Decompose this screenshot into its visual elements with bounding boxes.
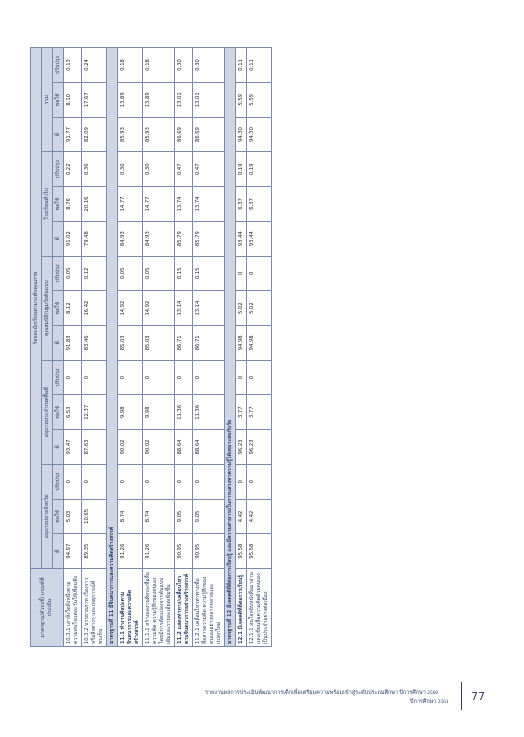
value-cell: 94.30 <box>236 117 247 152</box>
value-cell: 85.93 <box>143 117 175 152</box>
group-header: โรงเรียนทั่วไป <box>42 152 53 256</box>
row-label: 10.3.2 บรรยายภาพ เรื่องราว หรือสิ่งต่างๆ และเหตุการณ์ที่พบเห็น <box>82 569 107 647</box>
value-cell: 0 <box>143 360 175 395</box>
value-cell: 84.93 <box>118 221 143 256</box>
sub-header: ปรับปรุง <box>53 48 64 83</box>
value-cell: 84.93 <box>143 221 175 256</box>
value-cell: 8.10 <box>64 82 82 117</box>
value-cell: 8.74 <box>118 499 143 534</box>
group-header: อนุบาลปลายจังหวัด <box>42 464 53 568</box>
value-cell: 4.42 <box>236 499 247 534</box>
value-cell: 88.64 <box>175 430 193 465</box>
table-row <box>118 48 143 647</box>
value-cell: 94.98 <box>236 325 247 360</box>
value-cell: 20.16 <box>82 187 107 222</box>
value-cell: 9.98 <box>118 395 143 430</box>
value-cell: 13.74 <box>175 187 193 222</box>
value-cell: 11.36 <box>175 395 193 430</box>
value-cell: 90.95 <box>175 534 193 569</box>
value-cell: 6.37 <box>247 187 272 222</box>
page-number: 77 <box>471 690 485 703</box>
value-cell: 0.15 <box>175 256 193 291</box>
value-cell: 9.05 <box>175 499 193 534</box>
group-header: รวม <box>42 48 53 152</box>
value-cell: 0 <box>236 464 247 499</box>
table-row <box>225 48 236 647</box>
value-cell: 5.02 <box>247 291 272 326</box>
sub-header: ปรับปรุง <box>53 360 64 395</box>
group-header: คุณสมบัติ/ปฐมวัยต้นแบบ <box>42 256 53 360</box>
value-cell: 86.71 <box>175 325 193 360</box>
value-cell: 0 <box>175 360 193 395</box>
value-cell: 90.95 <box>193 534 225 569</box>
table-row <box>193 48 225 647</box>
value-cell: 93.44 <box>236 221 247 256</box>
value-cell: 0 <box>143 464 175 499</box>
table-row <box>82 48 107 647</box>
group-header: อนุบาลประจำเขตพื้นที่ <box>42 360 53 464</box>
value-cell: 14.77 <box>118 187 143 222</box>
table-row <box>107 48 118 647</box>
value-cell: 96.23 <box>236 430 247 465</box>
value-cell: 0.22 <box>64 152 82 187</box>
value-cell: 13.89 <box>143 82 175 117</box>
value-cell: 85.79 <box>193 221 225 256</box>
value-cell: 91.77 <box>64 117 82 152</box>
value-cell: 85.79 <box>175 221 193 256</box>
value-cell: 79.48 <box>82 221 107 256</box>
value-cell: 0.15 <box>193 256 225 291</box>
value-cell: 91.02 <box>64 221 82 256</box>
value-cell: 6.37 <box>236 187 247 222</box>
value-cell: 0 <box>193 464 225 499</box>
value-cell: 90.02 <box>143 430 175 465</box>
table-row <box>236 48 247 647</box>
value-cell: 91.26 <box>143 534 175 569</box>
value-cell: 0 <box>82 360 107 395</box>
value-cell: 88.64 <box>193 430 225 465</box>
value-cell: 94.30 <box>247 117 272 152</box>
value-cell: 0.36 <box>82 152 107 187</box>
value-cell: 0 <box>64 360 82 395</box>
sub-header: พอใช้ <box>53 291 64 326</box>
row-label: 11.1 ทำงานศิลปะตามจินตนาการและความคิดสร้างสรรค์ <box>118 569 143 647</box>
value-cell: 96.23 <box>247 430 272 465</box>
value-cell: 9.98 <box>143 395 175 430</box>
value-cell: 13.74 <box>193 187 225 222</box>
value-cell: 0.12 <box>82 256 107 291</box>
col-group-header: ร้อยละนักเรียนตามระดับคุณภาพ <box>31 48 42 569</box>
table-row <box>64 48 82 647</box>
value-cell: 13.14 <box>175 291 193 326</box>
value-cell: 10.65 <box>82 499 107 534</box>
value-cell: 93.44 <box>247 221 272 256</box>
value-cell: 8.74 <box>143 499 175 534</box>
sub-header: ปรับปรุง <box>53 464 64 499</box>
value-cell: 83.46 <box>82 325 107 360</box>
value-cell: 0.30 <box>143 152 175 187</box>
value-cell: 16.42 <box>82 291 107 326</box>
row-label: 11.1.1 สร้างผลงานศิลปะเพื่อสื่อความคิด ความรู้สึกของตนเอง โดยมีการดัดแปลงจากต้นแบบเดิมและรายละเอียดเพิ่มขึ้น <box>143 569 175 647</box>
value-cell: 3.77 <box>247 395 272 430</box>
value-cell: 5.02 <box>236 291 247 326</box>
value-cell: 0.11 <box>247 48 272 83</box>
value-cell: 0.30 <box>118 152 143 187</box>
value-cell: 0.13 <box>64 48 82 83</box>
table-row <box>143 48 175 647</box>
results-table <box>30 47 272 647</box>
value-cell: 14.77 <box>143 187 175 222</box>
footer-divider <box>461 682 462 710</box>
row-label: 12.1 มีเจตคติที่ดีต่อการเรียนรู้ <box>236 569 247 647</box>
value-cell: 0 <box>236 360 247 395</box>
value-cell: 85.03 <box>118 325 143 360</box>
value-cell: 85.93 <box>118 117 143 152</box>
value-cell: 5.03 <box>64 499 82 534</box>
row-label: 12.1.1 สนใจหยิบหนังสือมาอ่านและเขียนสื่อความคิดด้วยตนเองเป็นประจำอย่างต่อเนื่อง <box>247 569 272 647</box>
sub-header: ดี <box>53 430 64 465</box>
value-cell: 5.59 <box>247 82 272 117</box>
value-cell: 12.37 <box>82 395 107 430</box>
value-cell: 95.58 <box>247 534 272 569</box>
value-cell: 0.11 <box>236 48 247 83</box>
sub-header: พอใช้ <box>53 395 64 430</box>
value-cell: 94.98 <box>247 325 272 360</box>
row-label: 11.2 แสดงท่าทาง/เคลื่อนไหวตามจินตนาการอย่างสร้างสรรค์ <box>175 569 193 647</box>
value-cell: 4.42 <box>247 499 272 534</box>
value-cell: 13.01 <box>175 82 193 117</box>
value-cell: 5.59 <box>236 82 247 117</box>
value-cell: 0 <box>64 464 82 499</box>
value-cell: 85.03 <box>143 325 175 360</box>
value-cell: 0.18 <box>118 48 143 83</box>
value-cell: 13.89 <box>118 82 143 117</box>
value-cell: 0.19 <box>236 152 247 187</box>
value-cell: 3.77 <box>236 395 247 430</box>
col-standard-header: มาตรฐาน/ตัวบ่งชี้/ เกณฑ์ที่ประเมิน <box>31 569 64 647</box>
value-cell: 95.58 <box>236 534 247 569</box>
table-row <box>247 48 272 647</box>
value-cell: 0.47 <box>175 152 193 187</box>
row-label: 11.2.1 เคลื่อนไหวท่าทางเพื่อสื่อสารความคิด ความรู้สึกของตนเองอย่างหลากหลายและแปลกใหม่ <box>193 569 225 647</box>
value-cell: 86.69 <box>193 117 225 152</box>
sub-header: ปรับปรุง <box>53 152 64 187</box>
value-cell: 0.47 <box>193 152 225 187</box>
value-cell: 13.14 <box>193 291 225 326</box>
value-cell: 82.09 <box>82 117 107 152</box>
value-cell: 0.24 <box>82 48 107 83</box>
sub-header: ดี <box>53 117 64 152</box>
sub-header: พอใช้ <box>53 187 64 222</box>
value-cell: 86.69 <box>175 117 193 152</box>
value-cell: 9.05 <box>193 499 225 534</box>
value-cell: 0 <box>175 464 193 499</box>
sub-header: พอใช้ <box>53 499 64 534</box>
row-label: 10.3.1 เล่าสิ่งใดสิ่งหนึ่งตามความสนใจแต่ละวันให้เพื่อนฟัง <box>64 569 82 647</box>
value-cell: 93.47 <box>64 430 82 465</box>
value-cell: 11.36 <box>193 395 225 430</box>
value-cell: 0 <box>236 256 247 291</box>
sub-header: ดี <box>53 221 64 256</box>
value-cell: 91.83 <box>64 325 82 360</box>
value-cell: 0 <box>118 360 143 395</box>
value-cell: 8.76 <box>64 187 82 222</box>
value-cell: 91.26 <box>118 534 143 569</box>
value-cell: 0 <box>118 464 143 499</box>
value-cell: 0 <box>247 464 272 499</box>
value-cell: 90.02 <box>118 430 143 465</box>
value-cell: 94.97 <box>64 534 82 569</box>
value-cell: 0.18 <box>143 48 175 83</box>
footer-year: ปีการศึกษา 2561 <box>410 699 449 705</box>
value-cell: 89.35 <box>82 534 107 569</box>
value-cell: 0.30 <box>175 48 193 83</box>
value-cell: 0.05 <box>64 256 82 291</box>
sub-header: ดี <box>53 325 64 360</box>
value-cell: 6.53 <box>64 395 82 430</box>
footer-title: รายงานผลการประเมินพัฒนาการเด็กเพื่อเตรียมความพร้อมเข้าสู่ระดับประถมศึกษา ปีการศึกษา 2560 <box>205 690 439 696</box>
row-label: มาตรฐานที่ 11 มีจินตนาการและความคิดสร้างสรรค์ <box>107 48 118 647</box>
row-label: มาตรฐานที่ 12 มีเจตคติที่ดีต่อการเรียนรู้ และมีความสามารถในการแสวงหาความรู้ได้เหมาะสมกับวัย <box>225 48 236 647</box>
value-cell: 0.05 <box>118 256 143 291</box>
table-row <box>175 48 193 647</box>
value-cell: 17.67 <box>82 82 107 117</box>
value-cell: 13.01 <box>193 82 225 117</box>
sub-header: ปรับปรุง <box>53 256 64 291</box>
value-cell: 0 <box>193 360 225 395</box>
value-cell: 0.05 <box>143 256 175 291</box>
value-cell: 0.19 <box>247 152 272 187</box>
value-cell: 0 <box>82 464 107 499</box>
value-cell: 0 <box>247 256 272 291</box>
value-cell: 86.71 <box>193 325 225 360</box>
value-cell: 14.92 <box>143 291 175 326</box>
sub-header: ดี <box>53 534 64 569</box>
rotated-table-wrapper <box>30 47 460 647</box>
value-cell: 14.92 <box>118 291 143 326</box>
value-cell: 8.12 <box>64 291 82 326</box>
value-cell: 0 <box>247 360 272 395</box>
value-cell: 87.63 <box>82 430 107 465</box>
value-cell: 0.30 <box>193 48 225 83</box>
sub-header: พอใช้ <box>53 82 64 117</box>
